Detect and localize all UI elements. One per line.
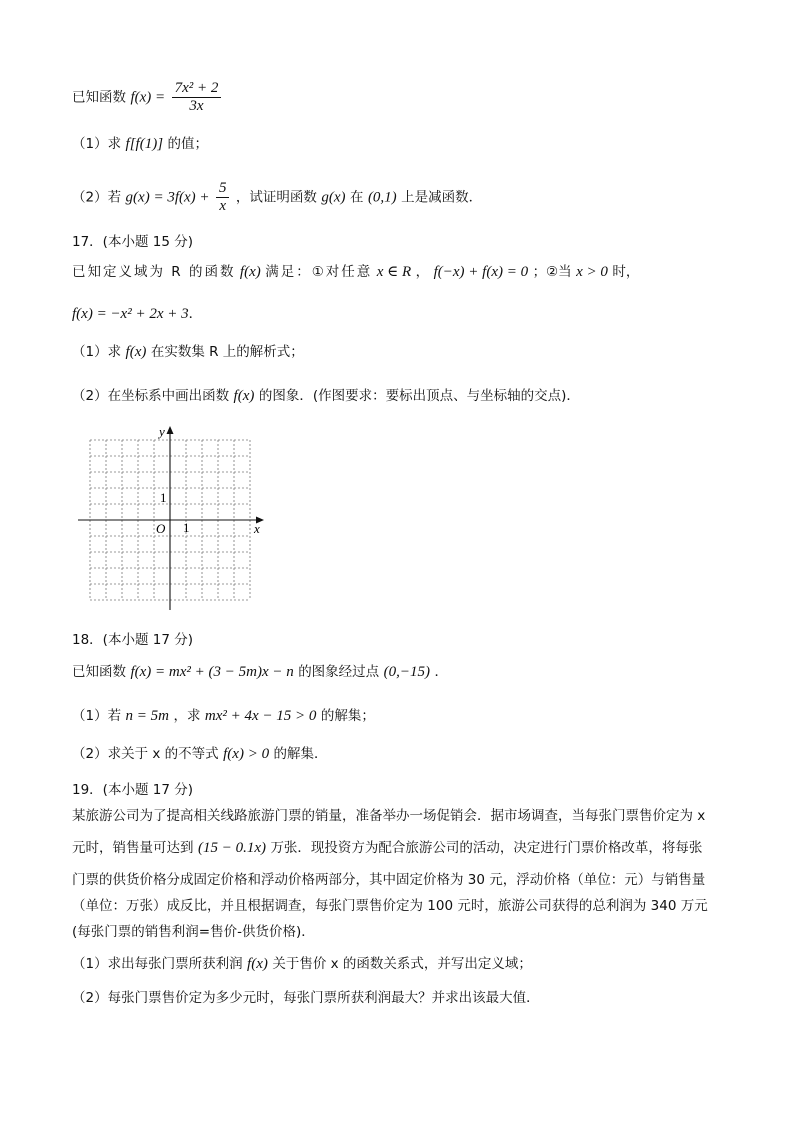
p18-heading: 18．(本小题 17 分): [72, 632, 193, 648]
p18-l1c: 的图象经过点: [298, 664, 380, 680]
p18-l1b: f(x) = mx² + (3 − 5m)x − n: [130, 664, 294, 680]
p17-q1: [72, 342, 304, 362]
p18-l1a: 已知函数: [72, 664, 126, 680]
p16-intro: [72, 80, 223, 115]
p17-l1b: f(x): [239, 264, 261, 280]
y-axis-arrow: [167, 426, 174, 434]
p17-l1i: 时，: [612, 264, 640, 280]
p19-q1: [72, 954, 532, 974]
x-unit-label: 1: [183, 520, 190, 535]
p19-q1c: 关于售价 x 的函数关系式，并写出定义域；: [272, 956, 532, 972]
p17-line2: [72, 304, 202, 324]
p17-q2c: 的图象．(作图要求：要标出顶点、与坐标轴的交点)．: [258, 388, 580, 404]
p18-q2: [72, 744, 328, 764]
p16-numerator: 7x² + 2: [172, 80, 222, 98]
p19-q2: （2）每张门票售价定为多少元时，每张门票所获利润最大？并求出该最大值．: [72, 990, 540, 1006]
p17-heading: 17．(本小题 15 分): [72, 234, 193, 250]
p17-q1b: f(x): [125, 344, 147, 360]
p17-q1c: 在实数集 R 上的解析式；: [150, 344, 304, 360]
p19-line5: (每张门票的销售利润=售价-供货价格)．: [72, 924, 315, 940]
p16-q2-den: x: [219, 198, 227, 214]
p16-q2-num: 5: [216, 180, 230, 198]
p19-line4: （单位：万张）成反比，并且根据调查，每张门票售价定为 100 元时，旅游公司获得的总利润为 340 万元: [72, 898, 708, 914]
p16-q2-interval: (0,1): [367, 189, 397, 206]
p19-l2a: 元时，销售量可达到: [72, 840, 194, 856]
p18-q1a: （1）若: [72, 708, 122, 724]
p17-l1h: x > 0: [576, 264, 608, 280]
p18-q2c: 的解集．: [273, 746, 328, 762]
p17-l1d: x ∈ R: [376, 264, 412, 280]
p17-l1a: 已知定义域为 R 的函数: [72, 264, 236, 280]
p16-q2-fraction: [216, 180, 230, 215]
p19-line3: 门票的供货价格分成固定价格和浮动价格两部分，其中固定价格为 30 元，浮动价格（单位：元）与销售量: [72, 872, 706, 888]
p16-intro-text: 已知函数: [72, 89, 126, 106]
p17-l1g: ；②当: [532, 264, 572, 280]
p16-func: f(x) =: [130, 89, 166, 106]
p19-l2c: 万张．现投资方为配合旅游公司的活动，决定进行门票价格改革，将每张: [270, 840, 703, 856]
p17-l2-end: ．: [188, 306, 203, 322]
p19-l2b: (15 − 0.1x): [197, 840, 266, 856]
p17-q1a: （1）求: [72, 344, 122, 360]
p18-q1: [72, 706, 375, 726]
p18-l1d: (0,−15): [383, 664, 431, 680]
p16-q2: [72, 180, 482, 215]
p17-l1f: f(−x) + f(x) = 0: [433, 264, 529, 280]
p17-q2a: （2）在坐标系中画出函数: [72, 388, 230, 404]
p18-q1b: n = 5m: [125, 708, 170, 724]
p16-q1-label: （1）求: [72, 136, 122, 152]
p19-q1b: f(x): [247, 956, 268, 972]
p19-heading: 19．(本小题 17 分): [72, 782, 193, 798]
origin-label: O: [156, 521, 166, 536]
p17-l1e: ，: [415, 264, 430, 280]
p19-q1a: （1）求出每张门票所获利润: [72, 956, 243, 972]
p18-q2a: （2）求关于 x 的不等式: [72, 746, 219, 762]
p18-q1e: 的解集；: [320, 708, 375, 724]
p16-q2-in: 在: [349, 189, 364, 206]
p18-q1d: mx² + 4x − 15 > 0: [204, 708, 317, 724]
x-axis-label: x: [254, 521, 260, 536]
p18-q2b: f(x) > 0: [223, 746, 270, 762]
p16-q1-tail: 的值；: [167, 136, 208, 152]
p16-q2-expr: g(x) = 3f(x) +: [125, 189, 210, 206]
p16-q2-label: （2）若: [72, 189, 122, 206]
p17-l1c: 满足：①对任意: [265, 264, 373, 280]
p19-line1: 某旅游公司为了提高相关线路旅游门票的销量，准备举办一场促销会．据市场调查，当每张门票售价定为 x: [72, 808, 706, 824]
coordinate-grid: [76, 424, 266, 614]
y-unit-label: 1: [160, 490, 167, 505]
p17-l2: f(x) = −x² + 2x + 3: [72, 306, 189, 322]
p17-q2: [72, 386, 580, 406]
p18-line1: [72, 662, 448, 682]
p16-q1-expr: f[f(1)]: [125, 136, 164, 152]
p17-line1: [72, 262, 639, 282]
p16-q2-mid: ，试证明函数: [235, 189, 317, 206]
p16-q2-g: g(x): [321, 189, 346, 206]
p18-l1e: ．: [434, 664, 448, 680]
p19-line2: [72, 838, 702, 858]
p16-q1: [72, 134, 208, 154]
p17-q2b: f(x): [233, 388, 255, 404]
p16-denominator: 3x: [189, 98, 204, 114]
p16-fraction: [172, 80, 222, 115]
y-axis-label: y: [159, 424, 165, 439]
p18-q1c: ，求: [173, 708, 201, 724]
p16-q2-tail: 上是减函数．: [401, 189, 483, 206]
